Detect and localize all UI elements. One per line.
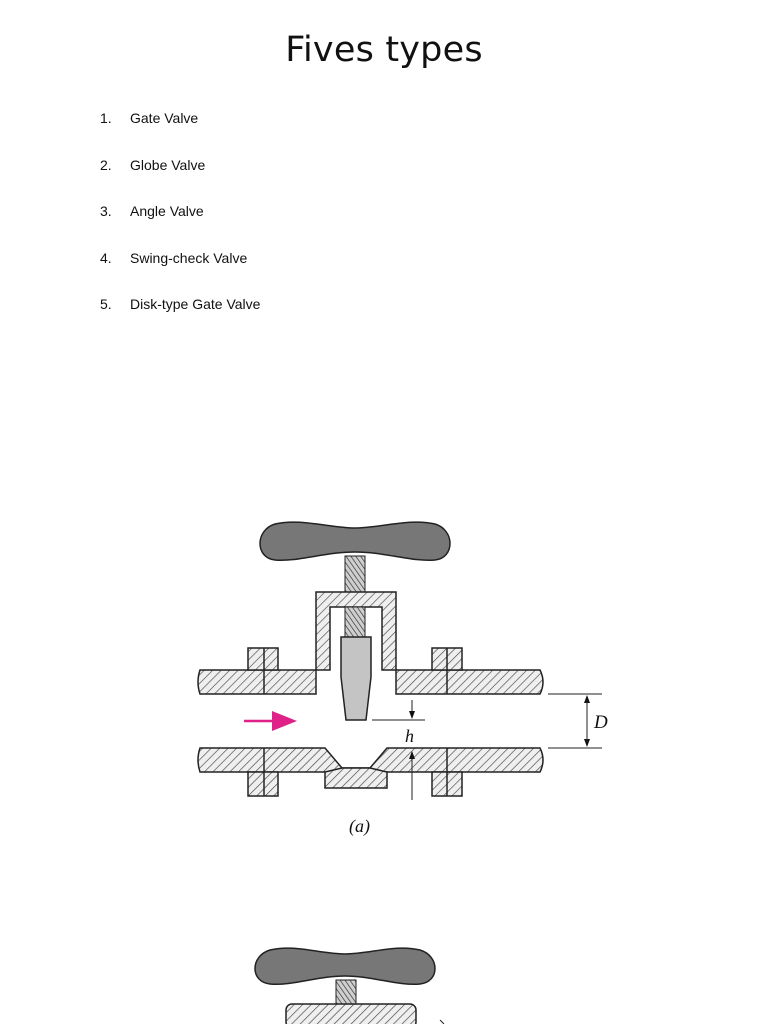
stem <box>336 980 356 1006</box>
list-item-number: 2. <box>100 156 112 173</box>
list-item-number: 1. <box>100 110 112 126</box>
handwheel-icon <box>255 948 435 984</box>
upper-pipe-wall <box>198 670 316 694</box>
gate-disk <box>341 637 371 720</box>
list-item-label: Swing-check Valve <box>130 249 248 266</box>
list-item-label: Angle Valve <box>130 203 204 220</box>
list-item-label: Gate Valve <box>130 110 199 126</box>
dimension-label-D: D <box>594 712 608 733</box>
globe-valve-diagram <box>255 948 444 1024</box>
stem <box>345 556 365 592</box>
list-item-number: 5. <box>100 296 112 313</box>
bonnet <box>286 1004 416 1024</box>
gate-valve-diagram <box>198 522 608 837</box>
list-item-label: Disk-type Gate Valve <box>130 296 261 313</box>
list-item-number: 4. <box>100 249 112 266</box>
page-title: Fives types <box>285 30 483 70</box>
flange <box>248 772 278 796</box>
figure-caption: (a) <box>349 816 370 836</box>
list-item-label: Globe Valve <box>130 156 206 173</box>
flange <box>248 648 278 670</box>
list-item-number: 3. <box>100 203 112 220</box>
handwheel-icon <box>260 522 450 560</box>
dimension-label-h: h <box>405 726 414 746</box>
